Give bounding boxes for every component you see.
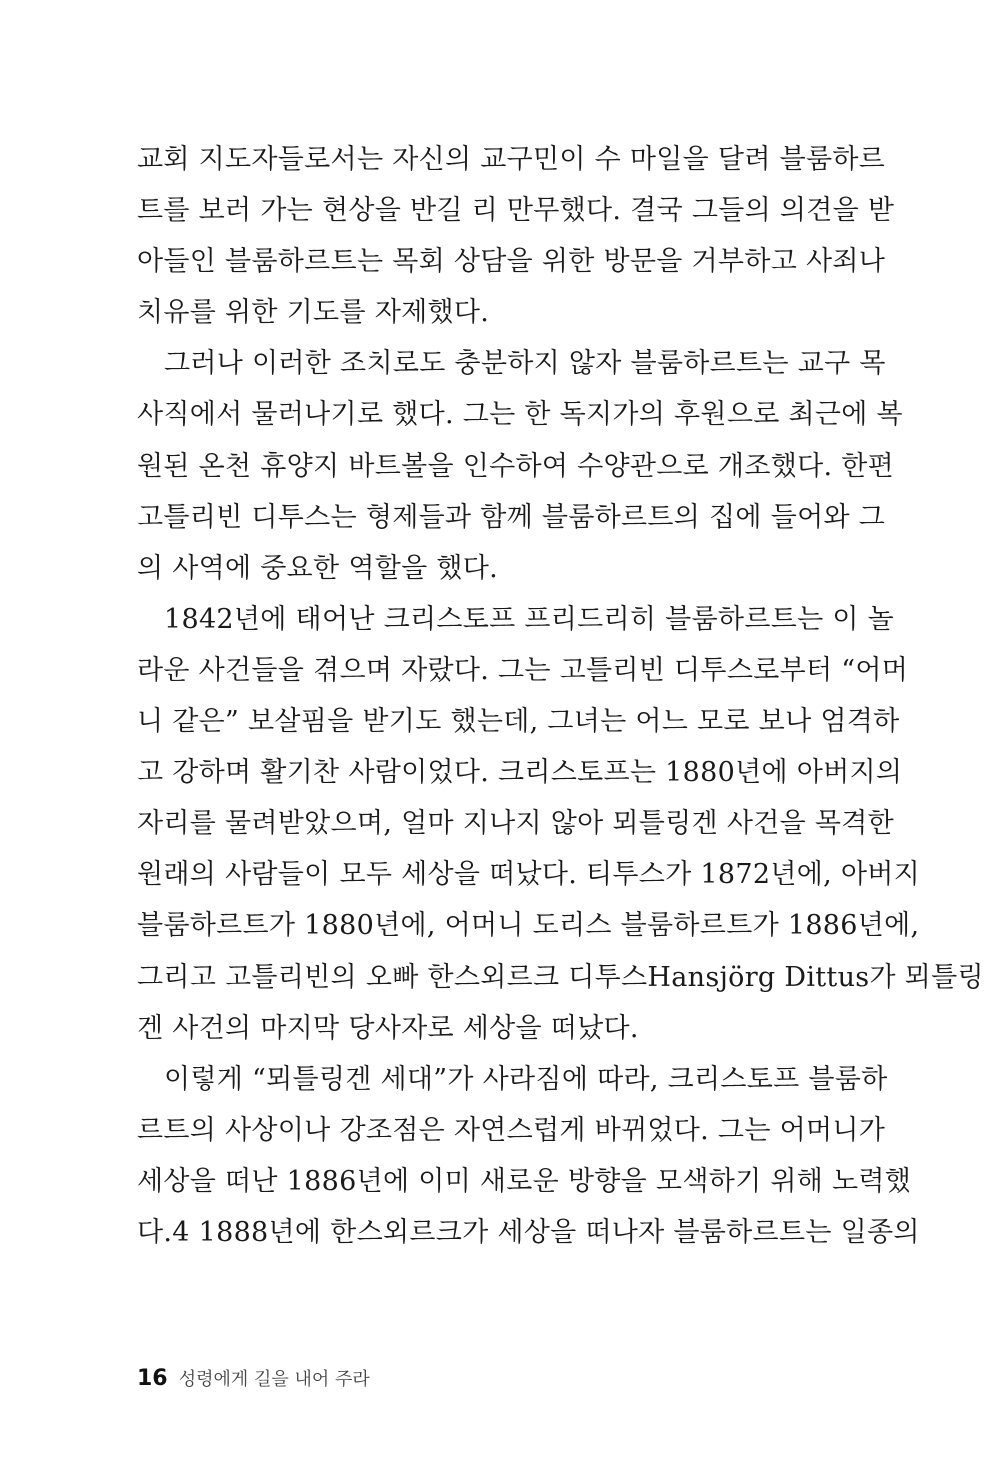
text-line: 라운 사건들을 겪으며 자랐다. 그는 고틀리빈 디투스로부터 “어머 xyxy=(137,654,909,686)
text-line: 1842년에 태어난 크리스토프 프리드리히 블룸하르트는 이 놀 xyxy=(164,603,894,635)
text-line: 다.4 1888년에 한스외르크가 세상을 떠나자 블룸하르트는 일종의 xyxy=(137,1216,920,1248)
text-line: 의 사역에 중요한 역할을 했다. xyxy=(137,552,498,584)
text-line: 원된 온천 휴양지 바트볼을 인수하여 수양관으로 개조했다. 한편 xyxy=(137,450,894,482)
text-line: 르트의 사상이나 강조점은 자연스럽게 바뀌었다. 그는 어머니가 xyxy=(137,1114,886,1146)
running-title: 성령에게 길을 내어 주라 xyxy=(178,1369,370,1390)
text-line: 고틀리빈 디투스는 형제들과 함께 블룸하르트의 집에 들어와 그 xyxy=(137,501,886,533)
text-line: 교회 지도자들로서는 자신의 교구민이 수 마일을 달려 블룸하르 xyxy=(137,144,886,175)
text-line: 그리고 고틀리빈의 오빠 한스외르크 디투스Hansjörg Dittus가 뫼틀링 xyxy=(137,961,984,993)
body-text xyxy=(137,134,984,1258)
text-line: 그러나 이러한 조치로도 충분하지 않자 블룸하르트는 교구 목 xyxy=(164,348,886,380)
text-line: 자리를 물려받았으며, 얼마 지나지 않아 뫼틀링겐 사건을 목격한 xyxy=(137,808,894,840)
text-line: 고 강하며 활기찬 사람이었다. 크리스토프는 1880년에 아버지의 xyxy=(137,757,903,789)
text-line: 블룸하르트가 1880년에, 어머니 도리스 블룸하르트가 1886년에, xyxy=(137,910,920,942)
text-line: 원래의 사람들이 모두 세상을 떠났다. 티투스가 1872년에, 아버지 xyxy=(137,859,921,891)
text-line: 이렇게 “뫼틀링겐 세대”가 사라짐에 따라, 크리스토프 블룸하 xyxy=(164,1063,888,1095)
text-line: 세상을 떠난 1886년에 이미 새로운 방향을 모색하기 위해 노력했 xyxy=(137,1165,912,1197)
text-line: 겐 사건의 마지막 당사자로 세상을 떠났다. xyxy=(137,1012,639,1044)
text-line: 트를 보러 가는 현상을 반길 리 만무했다. 결국 그들의 의견을 받 xyxy=(137,195,895,227)
text-line: 아들인 블룸하르트는 목회 상담을 위한 방문을 거부하고 사죄나 xyxy=(137,246,886,278)
text-line: 치유를 위한 기도를 자제했다. xyxy=(137,297,490,329)
text-line: 니 같은” 보살핌을 받기도 했는데, 그녀는 어느 모로 보나 엄격하 xyxy=(137,706,900,738)
text-line: 사직에서 물러나기로 했다. 그는 한 독지가의 후원으로 최근에 복 xyxy=(137,399,903,431)
page-number: 16 xyxy=(137,1366,168,1391)
page-footer xyxy=(137,1359,370,1399)
